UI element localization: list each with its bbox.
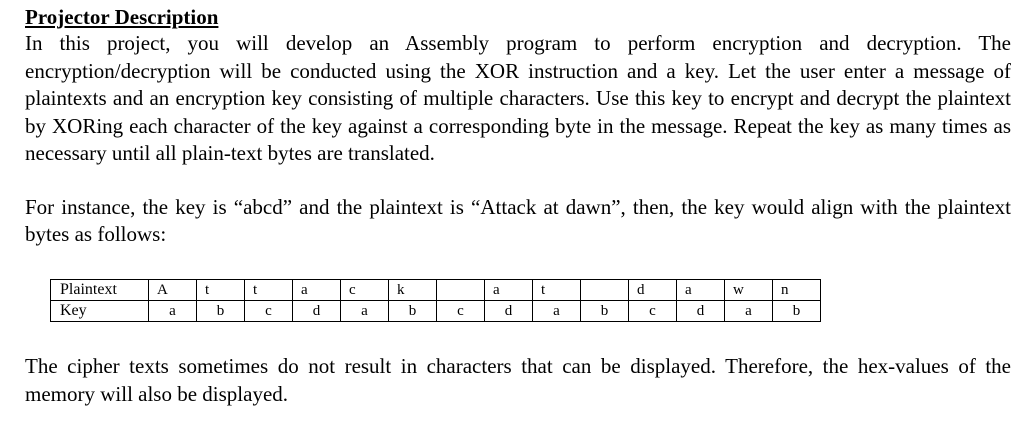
table-cell: t (245, 280, 293, 301)
key-row (51, 301, 821, 322)
table-cell: a (485, 280, 533, 301)
table-cell: b (581, 301, 629, 322)
table-cell: c (341, 280, 389, 301)
table-cell: a (149, 301, 197, 322)
table-cell: t (197, 280, 245, 301)
document (25, 4, 1011, 249)
table-cell: a (533, 301, 581, 322)
key-alignment-table (50, 279, 821, 322)
table-cell: d (293, 301, 341, 322)
table-cell: a (677, 280, 725, 301)
section-title: Projector Description (25, 5, 219, 29)
table-cell: a (725, 301, 773, 322)
plaintext-row (51, 280, 821, 301)
row-header: Plaintext (51, 280, 149, 301)
example-paragraph: For instance, the key is “abcd” and the plaintext is “Attack at dawn”, then, the key would align with the plaintext bytes as follows: (25, 194, 1011, 246)
table-cell: d (677, 301, 725, 322)
table-cell: a (293, 280, 341, 301)
table-cell: c (245, 301, 293, 322)
key-alignment-table-wrapper (50, 279, 821, 322)
table-cell: d (485, 301, 533, 322)
row-header: Key (51, 301, 149, 322)
table-cell: a (341, 301, 389, 322)
table-cell: c (629, 301, 677, 322)
table-cell (437, 280, 485, 301)
table-cell: n (773, 280, 821, 301)
table-cell: b (197, 301, 245, 322)
table-cell: d (629, 280, 677, 301)
intro-paragraph: In this project, you will develop an Assembly program to perform encryption and decryption. The encryption/decryption will be conducted using the XOR instruction and a key. Let the user enter a message of plaintexts and an encryption key consisting of multiple characters. Use this key to encrypt and decrypt the plaintext by XORing each character of the key against a corresponding byte in the message. Repeat the key as many times as necessary until all plain-text bytes are translated. (25, 31, 1011, 165)
table-cell: b (773, 301, 821, 322)
table-cell: k (389, 280, 437, 301)
cipher-note-paragraph: The cipher texts sometimes do not result in characters that can be displayed. Therefore, the hex-values of the memory will also be displayed. (25, 354, 1011, 406)
table-cell: w (725, 280, 773, 301)
table-cell: t (533, 280, 581, 301)
table-cell: A (149, 280, 197, 301)
table-cell: b (389, 301, 437, 322)
table-cell (581, 280, 629, 301)
table-cell: c (437, 301, 485, 322)
